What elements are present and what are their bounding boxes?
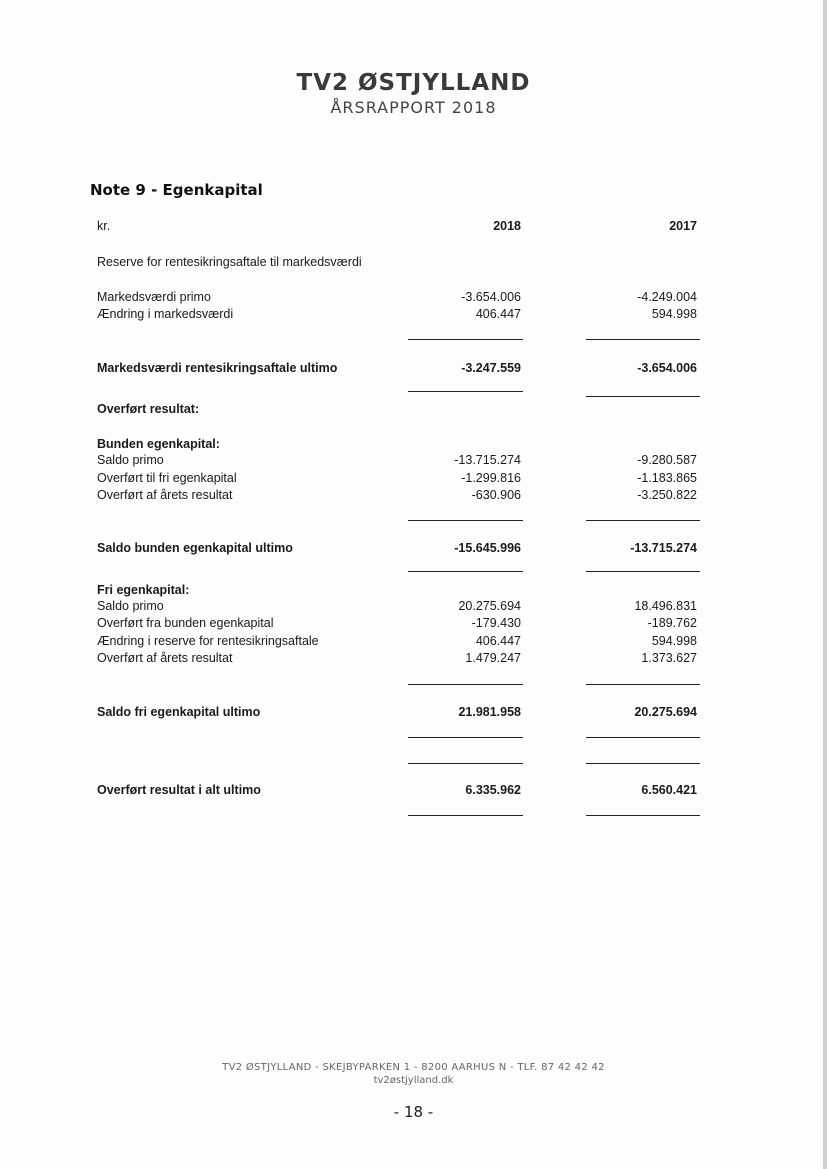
total-rule bbox=[408, 737, 523, 738]
value-2018: -3.654.006 bbox=[461, 290, 521, 304]
row-label: Overført af årets resultat bbox=[97, 488, 233, 502]
bunden-total-label: Saldo bunden egenkapital ultimo bbox=[97, 541, 293, 555]
value-2017: 18.496.831 bbox=[634, 599, 697, 613]
grand-total-label: Overført resultat i alt ultimo bbox=[97, 783, 261, 797]
row-label: Saldo primo bbox=[97, 453, 164, 467]
value-2018: -1.299.816 bbox=[461, 471, 521, 485]
row-label: Overført til fri egenkapital bbox=[97, 471, 237, 485]
column-header-2017: 2017 bbox=[669, 219, 697, 233]
overfoert-heading: Overført resultat: bbox=[97, 402, 200, 416]
value-2017: -4.249.004 bbox=[637, 290, 697, 304]
row-label: Ændring i reserve for rentesikringsaftale bbox=[97, 634, 319, 648]
subtotal-rule bbox=[408, 684, 523, 685]
subtotal-rule bbox=[586, 520, 700, 521]
total-rule bbox=[408, 571, 523, 572]
footer-address: TV2 ØSTJYLLAND - SKEJBYPARKEN 1 - 8200 AARHUS N - TLF. 87 42 42 42 bbox=[222, 1062, 605, 1073]
report-subtitle: ÅRSRAPPORT 2018 bbox=[330, 98, 497, 117]
bunden-heading: Bunden egenkapital: bbox=[97, 437, 220, 451]
value-2018: -630.906 bbox=[471, 488, 521, 502]
value-2017: 594.998 bbox=[651, 634, 697, 648]
total-rule bbox=[586, 571, 700, 572]
grand-total-rule bbox=[408, 815, 523, 816]
column-header-2018: 2018 bbox=[493, 219, 521, 233]
reserve-total-label: Markedsværdi rentesikringsaftale ultimo bbox=[97, 361, 338, 375]
total-rule bbox=[408, 391, 523, 392]
row-label: Saldo primo bbox=[97, 599, 164, 613]
fri-total-2018: 21.981.958 bbox=[458, 705, 521, 719]
total-rule bbox=[586, 396, 700, 397]
value-2017: -189.762 bbox=[647, 616, 697, 630]
row-label: Overført fra bunden egenkapital bbox=[97, 616, 274, 630]
currency-label: kr. bbox=[97, 219, 111, 233]
page-number: - 18 - bbox=[393, 1103, 434, 1121]
fri-total-label: Saldo fri egenkapital ultimo bbox=[97, 705, 261, 719]
value-2018: 406.447 bbox=[475, 307, 521, 321]
value-2018: -179.430 bbox=[471, 616, 521, 630]
grand-total-2018: 6.335.962 bbox=[465, 783, 521, 797]
report-title: TV2 ØSTJYLLAND bbox=[296, 70, 531, 96]
value-2018: 1.479.247 bbox=[465, 651, 521, 665]
footer-website: tv2østjylland.dk bbox=[373, 1075, 454, 1086]
value-2017: -1.183.865 bbox=[637, 471, 697, 485]
subtotal-rule bbox=[586, 339, 700, 340]
subtotal-rule bbox=[586, 684, 700, 685]
value-2017: -9.280.587 bbox=[637, 453, 697, 467]
row-label: Markedsværdi primo bbox=[97, 290, 211, 304]
total-rule bbox=[408, 763, 523, 764]
note-heading: Note 9 - Egenkapital bbox=[90, 181, 263, 199]
fri-heading: Fri egenkapital: bbox=[97, 583, 190, 597]
value-2018: -13.715.274 bbox=[454, 453, 521, 467]
row-label: Ændring i markedsværdi bbox=[97, 307, 234, 321]
total-rule bbox=[586, 737, 700, 738]
reserve-heading: Reserve for rentesikringsaftale til markedsværdi bbox=[97, 255, 362, 269]
subtotal-rule bbox=[408, 520, 523, 521]
grand-total-2017: 6.560.421 bbox=[641, 783, 697, 797]
fri-total-2017: 20.275.694 bbox=[634, 705, 697, 719]
value-2017: -3.250.822 bbox=[637, 488, 697, 502]
value-2017: 1.373.627 bbox=[641, 651, 697, 665]
bunden-total-2017: -13.715.274 bbox=[630, 541, 697, 555]
scan-edge bbox=[823, 0, 827, 1169]
value-2018: 20.275.694 bbox=[458, 599, 521, 613]
value-2018: 406.447 bbox=[475, 634, 521, 648]
grand-total-rule bbox=[586, 815, 700, 816]
row-label: Overført af årets resultat bbox=[97, 651, 233, 665]
bunden-total-2018: -15.645.996 bbox=[454, 541, 521, 555]
total-rule bbox=[586, 763, 700, 764]
subtotal-rule bbox=[408, 339, 523, 340]
value-2017: 594.998 bbox=[651, 307, 697, 321]
reserve-total-2018: -3.247.559 bbox=[461, 361, 521, 375]
reserve-total-2017: -3.654.006 bbox=[637, 361, 697, 375]
